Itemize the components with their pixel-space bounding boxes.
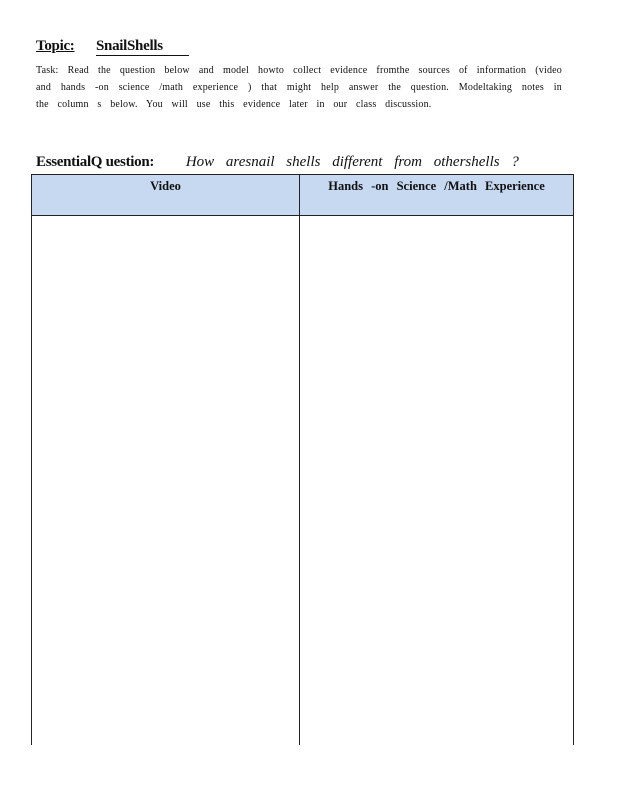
hands-on-notes-cell[interactable] — [300, 216, 573, 745]
essential-question-text: How aresnail shells different from othershells ? — [185, 154, 519, 170]
column-header-video: Video — [150, 179, 181, 193]
table-header-row — [32, 175, 573, 216]
essential-question — [36, 154, 519, 174]
topic-value: SnailShells — [96, 38, 189, 56]
task-instructions: Task: Read the question below and model howto collect evidence fromthe sources of information (video and hands -on science /math experience ) that might help answer the question. Modeltaking notes in the column s below. You will use this evidence later in our class discussion. — [36, 65, 562, 110]
notes-table — [31, 174, 574, 745]
topic-label: Topic: — [36, 38, 75, 54]
essential-question-label: EssentialQ uestion: — [36, 154, 155, 170]
column-header-hands-on: Hands -on Science /Math Experience — [328, 179, 545, 193]
video-notes-cell[interactable] — [32, 216, 299, 745]
